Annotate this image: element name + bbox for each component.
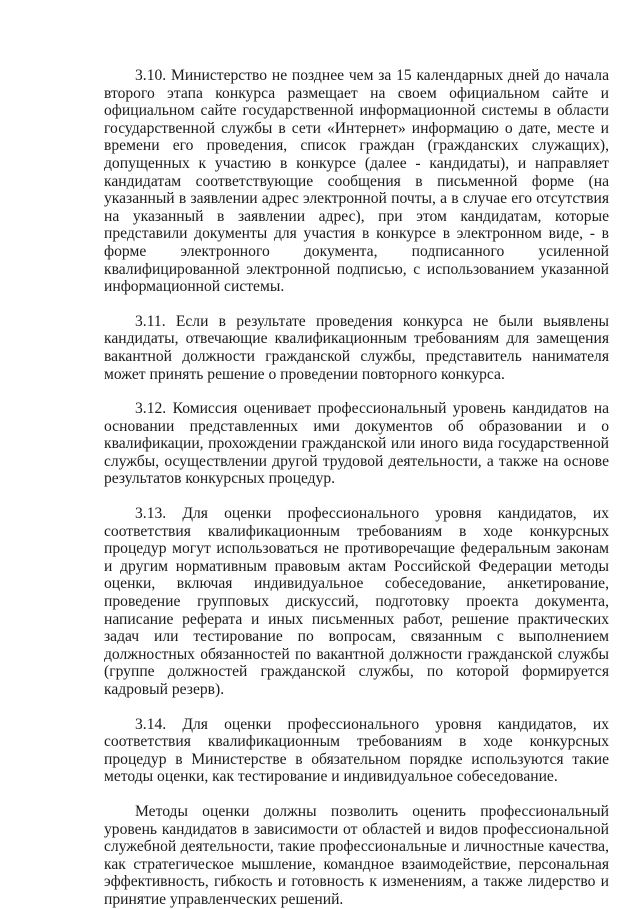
paragraph-evaluation-methods: Методы оценки должны позволить оценить профессиональный уровень кандидатов в зависимости от областей и видов профессиональной служебной деятельности, такие профессиональные и личностные качества, как стратегическое мышление, командное взаимодействие, персональная эффективность, гибкость и готовность к изменениям, а также лидерство и принятие управленческих решений. — [104, 802, 609, 908]
paragraph-3-10: 3.10. Министерство не позднее чем за 15 календарных дней до начала второго этапа конкурса размещает на своем официальном сайте и официальном сайте государственной информационной системы в области государственной службы в сети «Интернет» информацию о дате, месте и времени его проведения, список граждан (гражданских служащих), допущенных к участию в конкурсе (далее - кандидаты), и направляет кандидатам соответствующие сообщения в письменной форме (на указанный в заявлении адрес электронной почты, а в случае его отсутствия на указанный в заявлении адрес), при этом кандидатам, которые представили документы для участия в конкурсе в электронном виде, - в форме электронного документа, подписанного усиленной квалифицированной электронной подписью, с использованием указанной информационной системы. — [104, 67, 609, 296]
paragraph-3-11: 3.11. Если в результате проведения конкурса не были выявлены кандидаты, отвечающие квалификационным требованиям для замещения вакантной должности гражданской службы, представитель нанимателя может принять решение о проведении повторного конкурса. — [104, 312, 609, 383]
paragraph-3-14: 3.14. Для оценки профессионального уровня кандидатов, их соответствия квалификационным требованиям в ходе конкурсных процедур в Министерстве в обязательном порядке используются такие методы оценки, как тестирование и индивидуальное собеседование. — [104, 715, 609, 786]
document-body — [104, 67, 609, 909]
paragraph-3-12: 3.12. Комиссия оценивает профессиональный уровень кандидатов на основании представленных ими документов об образовании и о квалификации, прохождении гражданской или иного вида государственной службы, осуществлении другой трудовой деятельности, а также на основе результатов конкурсных процедур. — [104, 400, 609, 488]
paragraph-3-13: 3.13. Для оценки профессионального уровня кандидатов, их соответствия квалификационным требованиям в ходе конкурсных процедур могут использоваться не противоречащие федеральным законам и другим нормативным правовым актам Российской Федерации методы оценки, включая индивидуальное собеседование, анкетирование, проведение групповых дискуссий, подготовку проекта документа, написание реферата и иных письменных работ, решение практических задач или тестирование по вопросам, связанным с выполнением должностных обязанностей по вакантной должности гражданской службы (группе должностей гражданской службы, по которой формируется кадровый резерв). — [104, 505, 609, 698]
